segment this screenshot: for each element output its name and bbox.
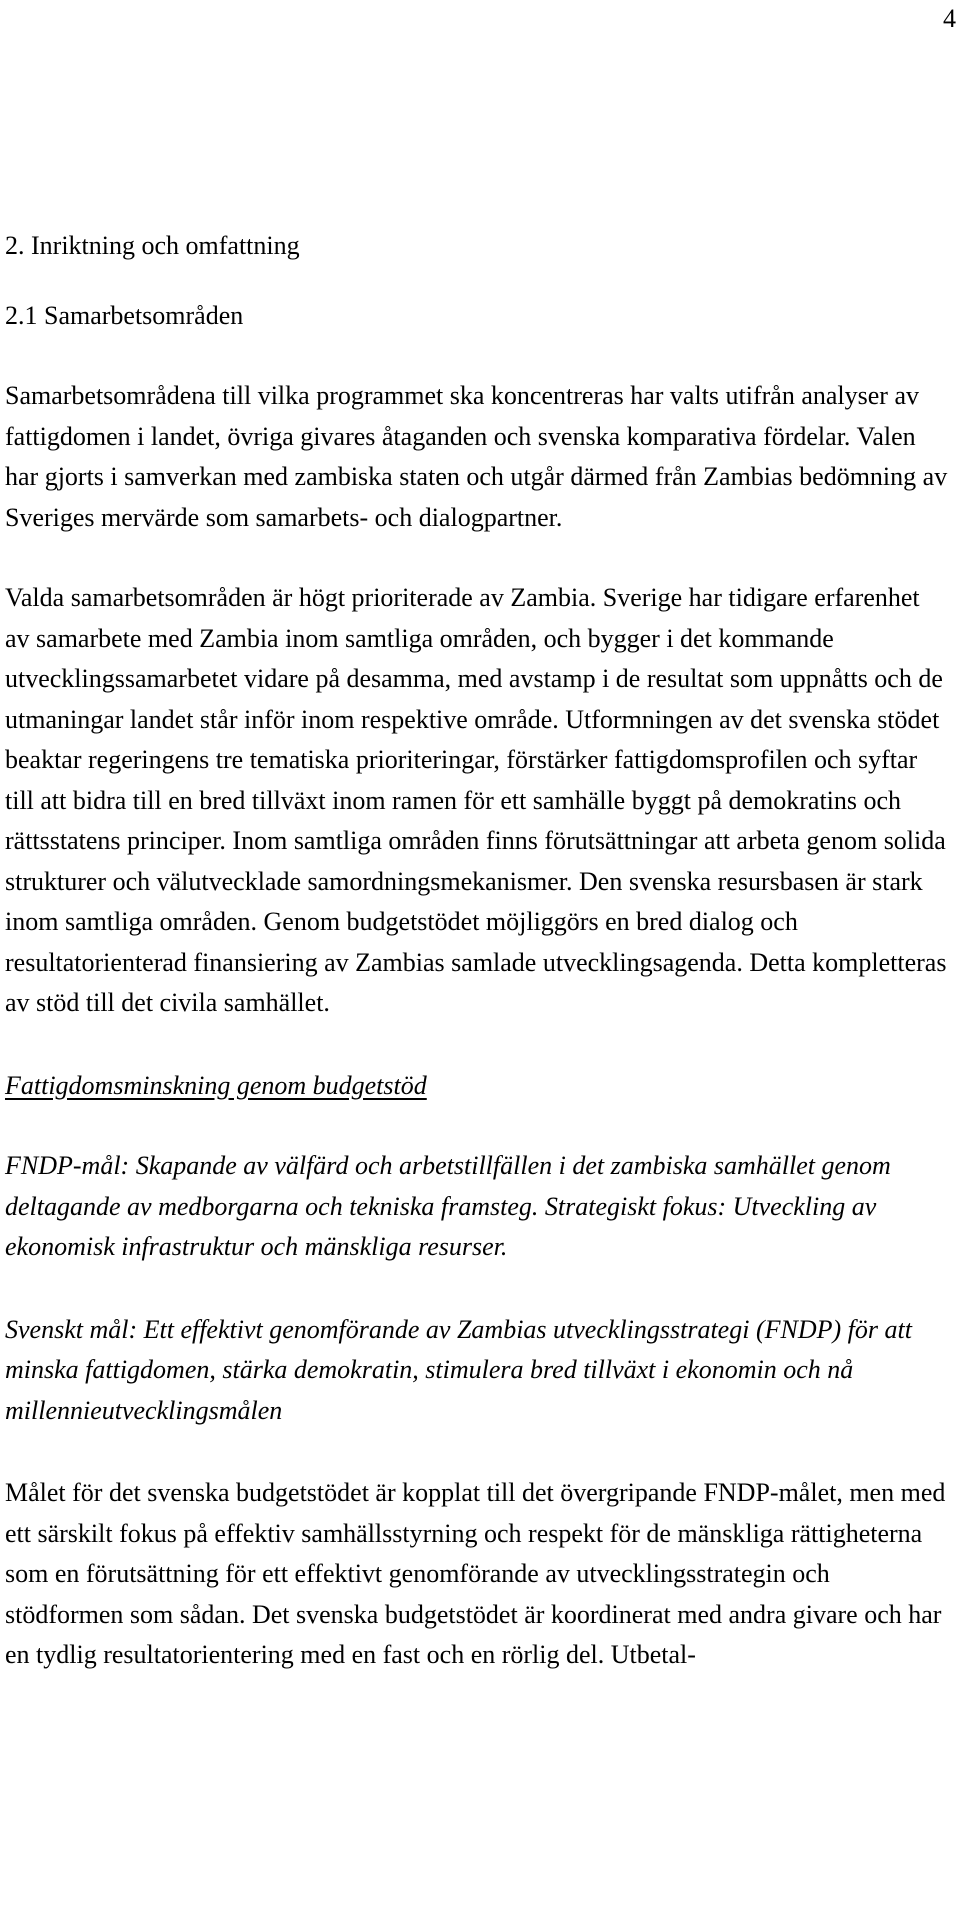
subsection-heading: 2.1 Samarbetsområden bbox=[5, 301, 244, 330]
document-body bbox=[5, 226, 950, 1676]
page-number: 4 bbox=[943, 4, 956, 33]
section-heading: 2. Inriktning och omfattning bbox=[5, 231, 300, 260]
subsection-title: Fattigdomsminskning genom budgetstöd bbox=[5, 1070, 427, 1100]
paragraph-priorities: Valda samarbetsområden är högt prioriterade av Zambia. Sverige har tidigare erfarenhet av samarbete med Zambia inom samtliga områden, och bygger i det kommande utvecklingssamarbetet vidare på desamma, med avstamp i de resultat som uppnåtts och de utmaningar landet står inför inom respektive område. Utformningen av det svenska stödet beaktar regeringens tre tematiska prioriteringar, förstärker fattigdomsprofilen och syftar till att bidra till en bred tillväxt inom ramen för ett samhälle byggt på demokratins och rättsstatens principer. Inom samtliga områden finns förutsättningar att arbeta genom solida strukturer och välutvecklade samordningsmekanismer. Den svenska resursbasen är stark inom samtliga områden. Genom budgetstödet möjliggörs en bred dialog och resultatorienterad finansiering av Zambias samlade utvecklingsagenda. Detta kompletteras av stöd till det civila samhället. bbox=[5, 583, 947, 1017]
fndp-goal: FNDP-mål: Skapande av välfärd och arbetstillfällen i det zambiska samhället genom deltagande av medborgarna och tekniska framsteg. Strategiskt fokus: Utveckling av ekonomisk infrastruktur och mänskliga resurser. bbox=[5, 1151, 891, 1261]
paragraph-budget-support: Målet för det svenska budgetstödet är kopplat till det övergripande FNDP-målet, men med ett särskilt fokus på effektiv samhällsstyrning och respekt för de mänskliga rättigheterna som en förutsättning för ett effektivt genomförande av utvecklingsstrategin och stödformen som sådan. Det svenska budgetstödet är koordinerat med andra givare och har en tydlig resultatorientering med en fast och en rörlig del. Utbetal- bbox=[5, 1478, 946, 1669]
paragraph-intro: Samarbetsområdena till vilka programmet ska koncentreras har valts utifrån analyser av fattigdomen i landet, övriga givares åtaganden och svenska komparativa fördelar. Valen har gjorts i samverkan med zambiska staten och utgår därmed från Zambias bedömning av Sveriges mervärde som samarbets- och dialogpartner. bbox=[5, 381, 948, 532]
swedish-goal: Svenskt mål: Ett effektivt genomförande av Zambias utvecklingsstrategi (FNDP) för att minska fattigdomen, stärka demokratin, stimulera bred tillväxt i ekonomin och nå millennieutvecklingsmålen bbox=[5, 1314, 912, 1425]
